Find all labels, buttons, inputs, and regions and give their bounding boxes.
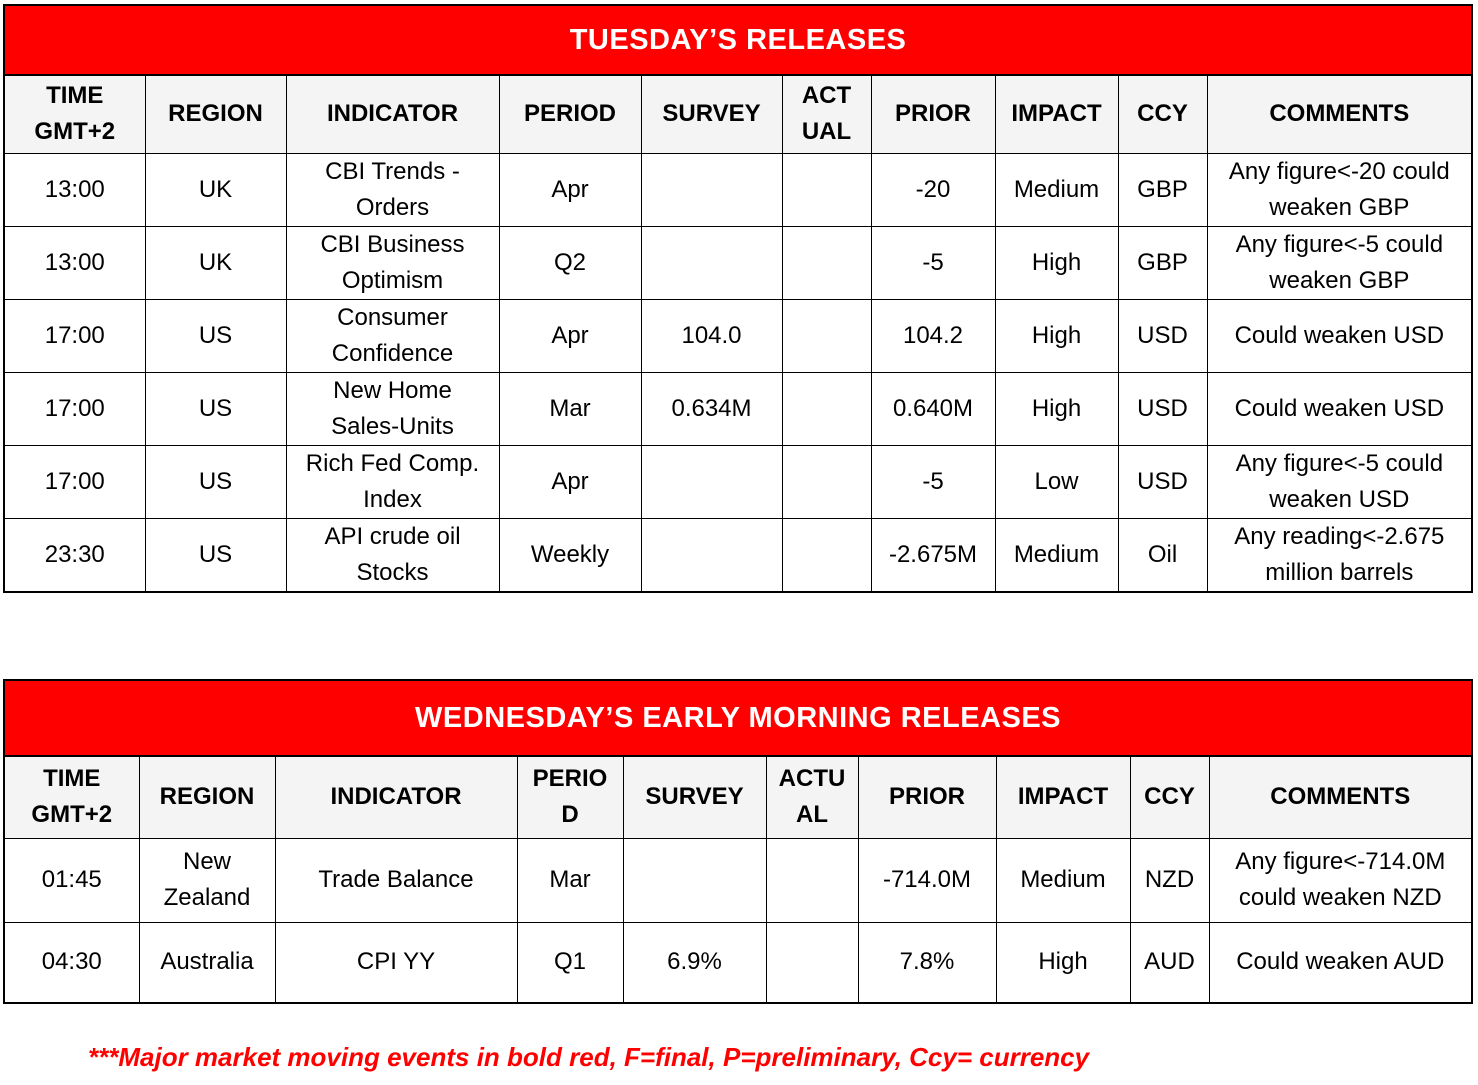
table-row [4, 518, 1472, 592]
header-comments [1207, 75, 1472, 153]
header-actual [766, 756, 858, 838]
cell-impact: High [995, 372, 1118, 445]
cell-period: Weekly [499, 518, 641, 592]
cell-line: Could weaken AUD [1236, 948, 1445, 976]
cell-line: CBI Trends - [325, 157, 460, 185]
header-time [4, 756, 139, 838]
cell-line: PERIO [532, 765, 608, 793]
cell-actual [766, 922, 858, 1003]
cell-line: Australia [160, 948, 254, 976]
cell-indicator [286, 226, 499, 299]
cell-prior: -20 [871, 153, 995, 226]
cell-prior: -2.675M [871, 518, 995, 592]
cell-comments [1207, 153, 1472, 226]
cell-indicator [286, 153, 499, 226]
cell-comments [1207, 226, 1472, 299]
cell-period: Mar [517, 838, 623, 922]
cell-actual [782, 226, 871, 299]
table-row [4, 372, 1472, 445]
header-impact [995, 75, 1118, 153]
cell-survey [623, 838, 766, 922]
cell-line: D [561, 801, 579, 829]
cell-prior: 7.8% [858, 922, 996, 1003]
wednesday-header-row [4, 756, 1472, 838]
cell-line: ACT [801, 82, 852, 110]
cell-line: weaken USD [1269, 485, 1410, 513]
cell-region [145, 299, 286, 372]
cell-indicator [286, 445, 499, 518]
cell-ccy: GBP [1118, 226, 1207, 299]
header-prior [858, 756, 996, 838]
cell-ccy: AUD [1130, 922, 1209, 1003]
cell-region [139, 922, 275, 1003]
tuesday-title: TUESDAY’S RELEASES [4, 5, 1472, 75]
header-indicator [286, 75, 499, 153]
cell-prior: -714.0M [858, 838, 996, 922]
header-region [145, 75, 286, 153]
table-row [4, 445, 1472, 518]
cell-region [145, 226, 286, 299]
cell-line: Could weaken USD [1234, 394, 1445, 422]
cell-line: New Home [333, 376, 452, 404]
cell-impact: Medium [996, 838, 1130, 922]
cell-line: could weaken NZD [1238, 884, 1442, 911]
cell-ccy: USD [1118, 372, 1207, 445]
cell-time: 23:30 [4, 518, 145, 592]
cell-impact: High [995, 226, 1118, 299]
cell-line: UAL [801, 118, 852, 146]
cell-time: 01:45 [4, 838, 139, 922]
cell-ccy: NZD [1130, 838, 1209, 922]
cell-comments [1207, 445, 1472, 518]
cell-line: Any figure<-714.0M [1235, 848, 1446, 875]
cell-line: PRIOR [888, 783, 965, 811]
cell-ccy: GBP [1118, 153, 1207, 226]
cell-line: Stocks [356, 558, 429, 586]
cell-prior: 104.2 [871, 299, 995, 372]
cell-line: Any figure<-5 could [1235, 230, 1444, 258]
cell-indicator [286, 299, 499, 372]
cell-line: COMMENTS [1269, 100, 1410, 128]
cell-ccy: USD [1118, 445, 1207, 518]
header-prior [871, 75, 995, 153]
cell-time: 13:00 [4, 226, 145, 299]
header-period [517, 756, 623, 838]
wednesday-releases-table [3, 679, 1473, 1004]
cell-line: UK [198, 175, 233, 203]
cell-indicator [286, 372, 499, 445]
header-comments [1209, 756, 1472, 838]
cell-line: US [198, 321, 233, 349]
cell-period: Apr [499, 153, 641, 226]
cell-line: CPI YY [356, 948, 436, 976]
cell-line: weaken GBP [1269, 266, 1410, 294]
cell-line: SURVEY [662, 100, 761, 128]
cell-prior: -5 [871, 226, 995, 299]
cell-survey: 0.634M [641, 372, 782, 445]
cell-line: PRIOR [894, 100, 971, 128]
cell-line: ACTU [778, 765, 846, 793]
cell-line: CBI Business [320, 230, 465, 258]
cell-line: UK [198, 248, 233, 276]
footnote: ***Major market moving events in bold red, F=final, P=preliminary, Ccy= currency [88, 1042, 1090, 1072]
cell-indicator [275, 838, 517, 922]
cell-line: COMMENTS [1270, 783, 1411, 811]
header-indicator [275, 756, 517, 838]
table-row [4, 922, 1472, 1003]
cell-line: weaken GBP [1269, 193, 1410, 221]
table-row [4, 838, 1472, 922]
cell-time: 13:00 [4, 153, 145, 226]
cell-line: GMT+2 [31, 801, 113, 829]
cell-line: Confidence [331, 339, 454, 367]
cell-actual [782, 518, 871, 592]
cell-region [145, 445, 286, 518]
cell-line: Any figure<-5 could [1235, 449, 1444, 477]
cell-time: 04:30 [4, 922, 139, 1003]
cell-line: New [182, 848, 231, 875]
tuesday-releases-table [3, 4, 1473, 593]
table-row [4, 299, 1472, 372]
cell-line: GMT+2 [34, 118, 116, 146]
cell-line: US [198, 540, 233, 568]
cell-line: Rich Fed Comp. [305, 449, 480, 477]
cell-prior: -5 [871, 445, 995, 518]
cell-period: Mar [499, 372, 641, 445]
cell-line: REGION [168, 100, 263, 128]
cell-impact: Low [995, 445, 1118, 518]
cell-region [145, 153, 286, 226]
cell-line: AL [796, 801, 828, 829]
cell-impact: High [996, 922, 1130, 1003]
cell-actual [782, 153, 871, 226]
header-survey [641, 75, 782, 153]
cell-line: CCY [1137, 100, 1188, 128]
header-region [139, 756, 275, 838]
table-row [4, 153, 1472, 226]
cell-impact: Medium [995, 153, 1118, 226]
cell-line: CCY [1144, 783, 1195, 811]
cell-line: SURVEY [645, 783, 744, 811]
cell-survey [641, 226, 782, 299]
cell-indicator [275, 922, 517, 1003]
cell-comments [1209, 922, 1472, 1003]
wednesday-title: WEDNESDAY’S EARLY MORNING RELEASES [4, 680, 1472, 756]
cell-line: IMPACT [1011, 100, 1102, 128]
cell-line: TIME [46, 82, 104, 110]
tuesday-header-row [4, 75, 1472, 153]
cell-time: 17:00 [4, 299, 145, 372]
cell-comments [1209, 838, 1472, 922]
cell-region [145, 372, 286, 445]
cell-period: Q1 [517, 922, 623, 1003]
cell-survey: 6.9% [623, 922, 766, 1003]
header-ccy [1118, 75, 1207, 153]
cell-comments [1207, 372, 1472, 445]
header-time [4, 75, 145, 153]
cell-time: 17:00 [4, 445, 145, 518]
cell-line: Zealand [163, 884, 251, 911]
cell-region [139, 838, 275, 922]
cell-region [145, 518, 286, 592]
cell-survey [641, 153, 782, 226]
cell-line: Could weaken USD [1234, 321, 1445, 349]
cell-prior: 0.640M [871, 372, 995, 445]
cell-line: Optimism [341, 266, 444, 294]
cell-actual [782, 445, 871, 518]
cell-period: Apr [499, 445, 641, 518]
cell-line: REGION [159, 783, 255, 811]
cell-line: INDICATOR [326, 100, 459, 128]
cell-survey: 104.0 [641, 299, 782, 372]
cell-line: Consumer [337, 303, 448, 331]
cell-line: Any reading<-2.675 [1234, 522, 1445, 550]
cell-line: PERIOD [523, 100, 616, 128]
cell-line: Sales-Units [331, 412, 454, 440]
cell-comments [1207, 518, 1472, 592]
header-period [499, 75, 641, 153]
table-row [4, 226, 1472, 299]
cell-line: US [198, 467, 233, 495]
cell-period: Q2 [499, 226, 641, 299]
cell-line: Any figure<-20 could [1228, 157, 1450, 185]
cell-line: US [198, 394, 233, 422]
cell-period: Apr [499, 299, 641, 372]
cell-line: INDICATOR [330, 783, 462, 811]
cell-ccy: Oil [1118, 518, 1207, 592]
cell-line: TIME [43, 765, 101, 793]
cell-actual [782, 372, 871, 445]
cell-line: Trade Balance [318, 866, 474, 893]
cell-line: million barrels [1265, 558, 1414, 586]
cell-line: Orders [355, 193, 430, 221]
cell-line: API crude oil [324, 522, 461, 550]
cell-time: 17:00 [4, 372, 145, 445]
cell-impact: Medium [995, 518, 1118, 592]
header-actual [782, 75, 871, 153]
header-survey [623, 756, 766, 838]
cell-actual [782, 299, 871, 372]
cell-line: IMPACT [1017, 783, 1109, 811]
cell-comments [1207, 299, 1472, 372]
header-ccy [1130, 756, 1209, 838]
cell-ccy: USD [1118, 299, 1207, 372]
cell-actual [766, 838, 858, 922]
cell-survey [641, 445, 782, 518]
cell-indicator [286, 518, 499, 592]
cell-survey [641, 518, 782, 592]
cell-line: Index [363, 485, 422, 513]
cell-impact: High [995, 299, 1118, 372]
header-impact [996, 756, 1130, 838]
